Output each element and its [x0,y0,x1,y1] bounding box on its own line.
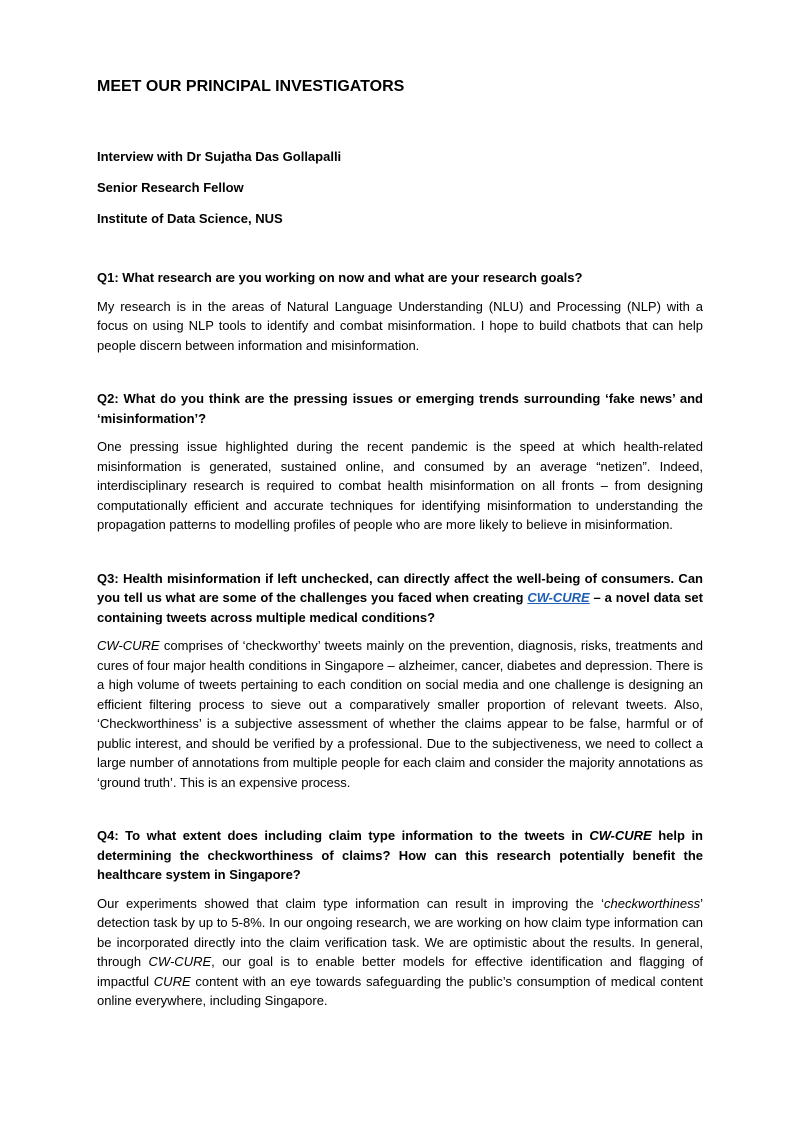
answer-q3 [97,636,703,792]
interviewee-position: Senior Research Fellow [97,180,244,195]
answer-q4-text-2: ’ detection task by up to 5-8%. In our ongoing research, we are working on how claim type information can be incorporated directly into the claim verification task. We are optimistic about the results. In general, through [97,895,703,969]
answer-q4-em-1: checkworthiness [604,895,701,911]
interviewee-institution: Institute of Data Science, NUS [97,211,283,226]
question-q3 [97,569,703,628]
answer-q4-em-2: CW-CURE [148,954,212,969]
answer-q4-text-3: , our goal is to enable better models for effective identification and flagging of impactful [97,954,704,989]
question-q4-text-start: Q4: To what extent does including claim type information to the tweets in [97,828,590,843]
cw-cure-link[interactable]: CW-CURE [527,590,590,605]
answer-q4 [97,894,703,1011]
interview-header [97,148,703,228]
answer-q3-text: comprises of ‘checkworthy’ tweets mainly on the prevention, diagnosis, risks, treatments and cures of four major health conditions in Singapore – alzheimer, cancer, diabetes and depression. There is a high volume of tweets pertaining to each condition on social media and one challenge is designing an efficient filtering process to sieve out a comparatively smaller proportion of relevant tweets. Also, ‘Checkworthiness’ is a subjective assessment of whether the claims appear to be false, harmful or of public interest, and should be verified by a professional. Due to the subjectiveness, we need to collect a large number of annotations from multiple people for each claim and consider the majority annotations as ‘ground truth’. This is an expensive process. [97,638,703,790]
qa-section-q3 [97,569,703,793]
question-q4-dataset-name: CW-CURE [589,828,652,843]
qa-section-q4 [97,826,703,1011]
qa-section-q1 [97,268,703,355]
question-q4-text-end: help in determining the checkworthiness of claims? How can this research potentially benefit the healthcare system in Singapore? [97,828,703,882]
question-q2: Q2: What do you think are the pressing issues or emerging trends surrounding ‘fake news’ and ‘misinformation’? [97,391,703,426]
answer-q3-dataset-name: CW-CURE [97,638,160,653]
question-q4 [97,826,703,885]
answer-q4-em-3: CURE [153,973,191,989]
question-q3-text-start: Q3: Health misinformation if left unchecked, can directly affect the well-being of consumers. Can you tell us what are some of the challenges you faced when creating [97,570,703,605]
interviewee-name: Interview with Dr Sujatha Das Gollapalli [97,149,342,164]
question-q1: Q1: What research are you working on now and what are your research goals? [97,270,583,285]
answer-q1: My research is in the areas of Natural Language Understanding (NLU) and Processing (NLP) with a focus on using NLP tools to identify and combat misinformation. I hope to build chatbots that can help people discern between information and misinformation. [97,298,703,353]
answer-q4-text-1: Our experiments showed that claim type information can result in improving the ‘ [97,895,604,911]
page-title: MEET OUR PRINCIPAL INVESTIGATORS [97,78,405,95]
question-q3-text-end: – a novel data set containing tweets across multiple medical conditions? [97,590,703,625]
answer-q2: One pressing issue highlighted during the recent pandemic is the speed at which health-related misinformation is generated, sustained online, and consumed by an average “netizen”. Indeed, interdisciplinary research is required to combat health misinformation on all fronts – from designing computationally efficient and accurate techniques for identifying misinformation to understanding the propagation patterns to modelling profiles of people who are more likely to believe in misinformation. [97,439,703,532]
qa-section-q2 [97,389,703,535]
answer-q4-text-4: content with an eye towards safeguarding the public’s consumption of medical content online everywhere, including Singapore. [97,973,703,1008]
